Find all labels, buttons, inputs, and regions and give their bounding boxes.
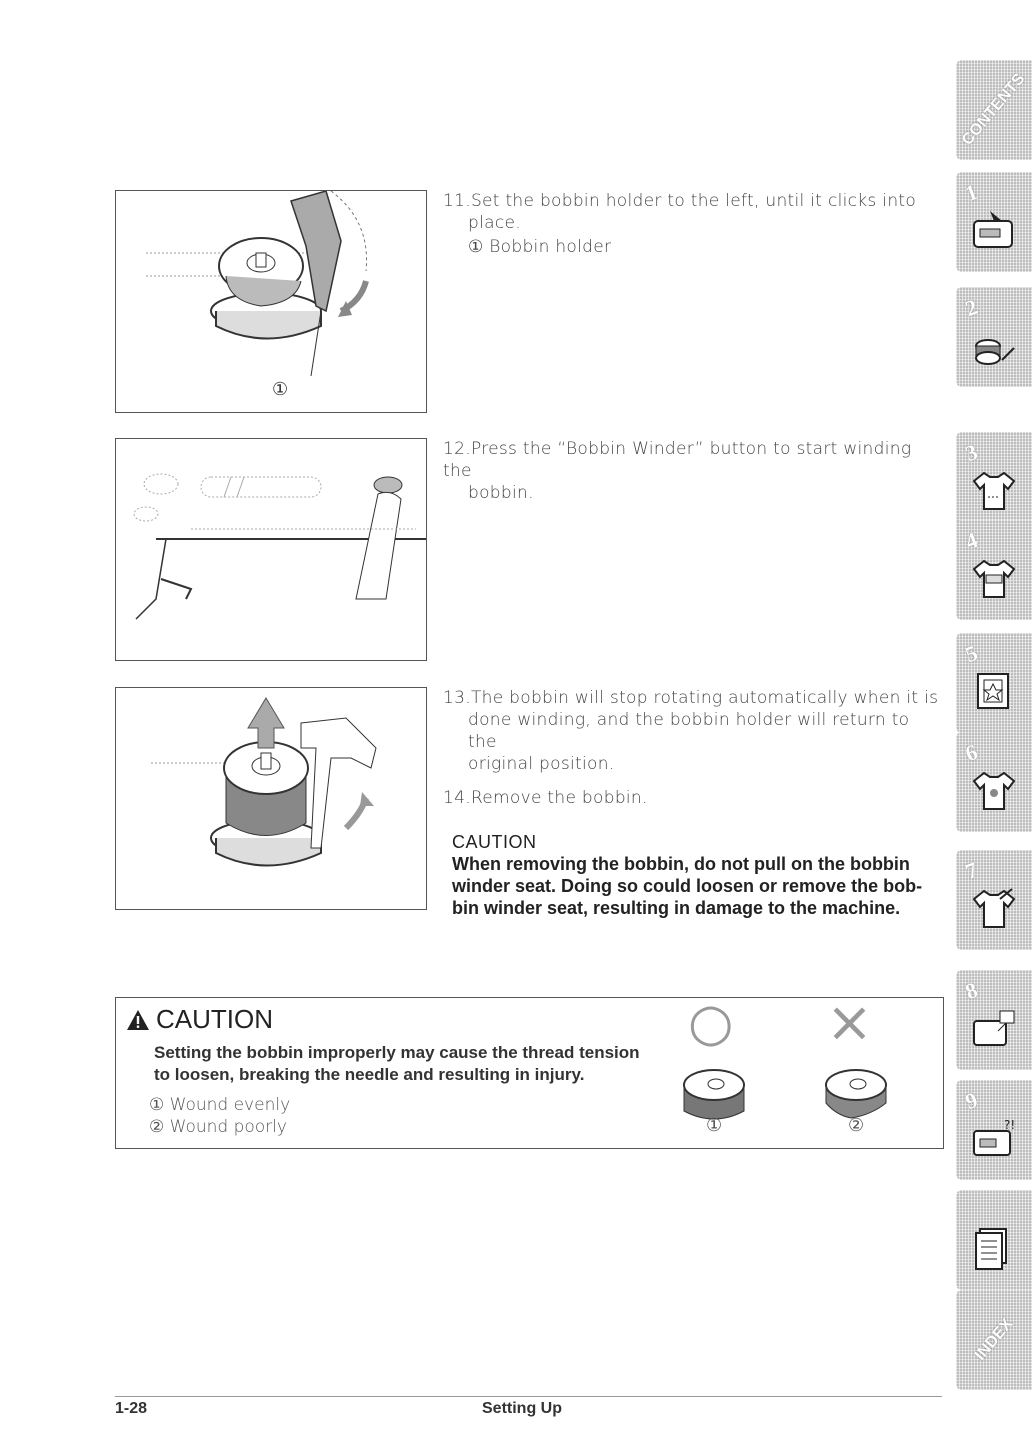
- step-number: 13.: [443, 688, 471, 708]
- caution-message-line: Setting the bobbin improperly may cause the thread tension: [154, 1043, 640, 1062]
- figure-bobbin-holder: [115, 190, 427, 413]
- tab-contents[interactable]: [956, 60, 1032, 160]
- bobbin-holder-illustration: [116, 191, 426, 412]
- tshirt-abc-icon: [970, 555, 1018, 603]
- footer-divider: [115, 1396, 942, 1397]
- tab-chapter-2[interactable]: [956, 287, 1032, 387]
- figure-label-1: ①: [272, 379, 289, 400]
- step-text-cont: bobbin.: [468, 483, 534, 503]
- step-text: Remove the bobbin.: [470, 788, 648, 808]
- machine-trouble-icon: [970, 1115, 1018, 1163]
- tab-label: 4: [961, 526, 981, 555]
- tab-label: 1: [961, 178, 981, 207]
- caution-box: [115, 990, 944, 1149]
- tshirt-icon: [970, 467, 1018, 515]
- tshirt-edit-icon: [970, 885, 1018, 933]
- tab-chapter-6[interactable]: [956, 732, 1032, 832]
- inline-caution: [452, 832, 952, 919]
- step-text-cont: place.: [468, 213, 521, 233]
- step-number: 14.: [443, 788, 471, 808]
- tab-label: INDEX: [971, 1315, 1016, 1364]
- machine-connect-icon: [970, 1005, 1018, 1053]
- tab-chapter-7[interactable]: [956, 850, 1032, 950]
- step-12: [443, 438, 943, 504]
- caution-message-line: to loosen, breaking the needle and resulting in injury.: [154, 1065, 585, 1084]
- embroidery-frame-icon: [970, 668, 1018, 716]
- ng-mark-icon: ×: [826, 990, 873, 1055]
- step-text: Press the “Bobbin Winder” button to start winding the: [443, 439, 912, 481]
- tab-chapter-1[interactable]: [956, 172, 1032, 272]
- step-legend: ① Bobbin holder: [468, 237, 612, 257]
- step-number: 12.: [443, 439, 471, 459]
- step-11: [443, 190, 943, 258]
- step-text: Set the bobbin holder to the left, until it clicks into: [470, 191, 917, 211]
- caution-message: [154, 1042, 714, 1086]
- tab-label: 5: [961, 639, 981, 668]
- section-title: Setting Up: [482, 1400, 562, 1417]
- bobbin-wound-poorly: [826, 1070, 886, 1118]
- caution-title-text: CAUTION: [156, 1004, 273, 1034]
- bobbin-wound-evenly: [684, 1070, 744, 1119]
- tab-label: 7: [961, 856, 981, 885]
- machine-icon: [970, 207, 1018, 255]
- legend-wound-poorly: ② Wound poorly: [149, 1117, 287, 1137]
- svg-text:?!: ?!: [1004, 1118, 1016, 1132]
- figure-bobbin-stop: [115, 687, 427, 910]
- inline-caution-line: bin winder seat, resulting in damage to the machine.: [452, 898, 901, 918]
- tab-label: CONTENTS: [958, 70, 1029, 149]
- step-text-cont: original position.: [468, 754, 615, 774]
- tab-label: 2: [961, 293, 981, 322]
- bobbin-label-1: ①: [706, 1115, 723, 1136]
- warning-triangle-icon: [126, 1009, 150, 1031]
- tab-chapter-4[interactable]: [956, 520, 1032, 620]
- step-text-cont: done winding, and the bobbin holder will return to the: [468, 710, 910, 752]
- legend-wound-evenly: ① Wound evenly: [149, 1095, 291, 1115]
- tab-chapter-8[interactable]: [956, 970, 1032, 1070]
- tab-label: 8: [961, 976, 981, 1005]
- tab-label: 6: [961, 738, 981, 767]
- tab-chapter-3[interactable]: [956, 432, 1032, 532]
- document-icon: [970, 1225, 1018, 1273]
- step-text: The bobbin will stop rotating automatically when it is: [470, 688, 939, 708]
- caution-title: [126, 1004, 273, 1035]
- step-13: [443, 687, 943, 775]
- inline-caution-line: winder seat. Doing so could loosen or remove the bob-: [452, 876, 923, 896]
- tab-index[interactable]: [956, 1290, 1032, 1390]
- winder-button-illustration: [116, 439, 426, 660]
- figure-bobbin-winder-button: [115, 438, 427, 661]
- page-number: 1-28: [115, 1400, 148, 1417]
- bobbin-comparison: [646, 990, 936, 1143]
- tab-appendix[interactable]: [956, 1190, 1032, 1290]
- step-14: [443, 787, 943, 809]
- thread-spool-icon: [970, 322, 1018, 370]
- bobbin-stop-illustration: [116, 688, 426, 909]
- tab-label: 3: [961, 438, 981, 467]
- inline-caution-line: When removing the bobbin, do not pull on the bobbin: [452, 854, 910, 874]
- ok-mark-icon: ○: [688, 993, 734, 1053]
- bobbin-label-2: ②: [848, 1115, 865, 1136]
- tshirt-design-icon: [970, 767, 1018, 815]
- inline-caution-heading: CAUTION: [452, 832, 537, 852]
- tab-label: 9: [961, 1086, 981, 1115]
- step-number: 11.: [443, 191, 471, 211]
- caution-legend: [149, 1094, 290, 1138]
- tab-chapter-5[interactable]: [956, 633, 1032, 733]
- tab-chapter-9[interactable]: [956, 1080, 1032, 1180]
